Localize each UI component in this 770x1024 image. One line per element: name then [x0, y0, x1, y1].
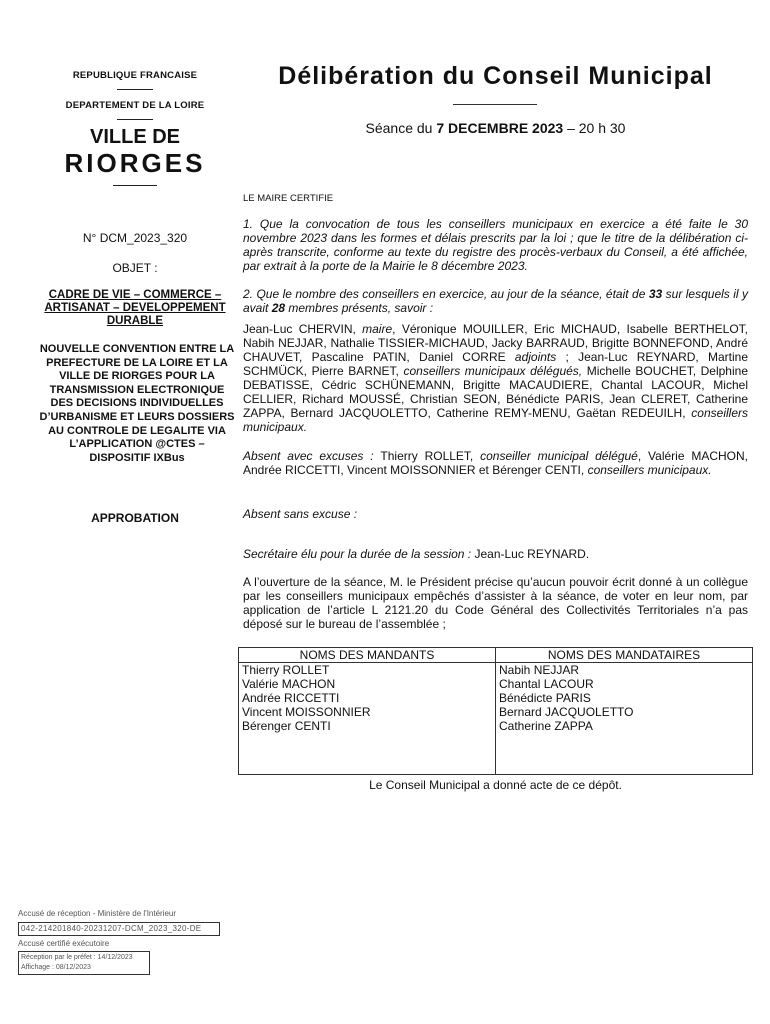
mandant-name: Andrée RICCETTI [242, 691, 340, 705]
conseillers-en-exercice: 33 [648, 287, 663, 301]
point-2 [243, 287, 748, 315]
departement-label: DEPARTEMENT DE LA LOIRE [65, 100, 205, 111]
mandant-name: Bérenger CENTI [242, 719, 331, 733]
approbation-label: APPROBATION [91, 511, 179, 525]
stamp-reception: Réception par le préfet : 14/12/2023 [21, 954, 133, 961]
presents-text: Jean-Luc CHERVIN, [243, 322, 363, 336]
header-block [30, 70, 240, 190]
page-title: Délibération du Conseil Municipal [278, 62, 713, 90]
point-2-text: sur lesquels il y avait [243, 287, 748, 315]
divider [117, 89, 153, 90]
divider [113, 185, 157, 186]
secretaire-line [243, 547, 748, 561]
mandataires-cell [496, 663, 753, 775]
presents-role: maire [362, 322, 393, 336]
seance-suffix: – 20 h 30 [563, 120, 626, 136]
title-rule [453, 104, 537, 105]
cadre-rubrique: CADRE DE VIE – COMMERCE – ARTISANAT – DEVELOPPEMENT DURABLE [44, 289, 226, 327]
stamp-dates [18, 951, 150, 975]
presents-role: adjoints [514, 350, 557, 364]
stamp-affichage: Affichage : 08/12/2023 [21, 964, 91, 971]
mandant-name: Thierry ROLLET [242, 663, 330, 677]
objet-label: OBJET : [112, 261, 158, 275]
stamp-accuse-label: Accusé de réception - Ministère de l'Intérieur [18, 909, 177, 918]
mandataire-name: Catherine ZAPPA [499, 719, 593, 733]
ouverture-paragraph: A l’ouverture de la séance, M. le Président précise qu’aucun pouvoir écrit donné à un collègue par les conseillers municipaux empêchés d’assister à la séance, de voter en leur nom, par application de l’article L 2121.20 du Code Général des Collectivités Territoriales n’a pas déposé sur le bureau de l’assemblée ; [243, 575, 748, 631]
divider [117, 119, 153, 120]
mandats-table [238, 647, 753, 775]
presents-text: Michelle BOUCHET, Delphine DEBATISSE, Cédric SCHÜNEMANN, Brigitte MACAUDIERE, Chantal LACOUR, Michel CELLIER, Richard MOUSSÉ, Christian SEON, Bénédicte PARIS, Jean CLERET, Catherine ZAPPA, Bernard JACQUOLETTO, Catherine REMY-MENU, Gaëtan REDEUILH, [243, 364, 748, 420]
mandataire-name: Bernard JACQUOLETTO [499, 705, 634, 719]
mandant-name: Valérie MACHON [242, 677, 336, 691]
membres-presents: 28 [271, 301, 286, 315]
objet-text: NOUVELLE CONVENTION ENTRE LA PREFECTURE DE LA LOIRE ET LA VILLE DE RIORGES POUR LA TRANSMISSION ELECTRONIQUE DES DECISIONS INDIVIDUELLES D’URBANISME ET LEURS DOSSIERS AU CONTROLE DE LEGALITE VIA L’APPLICATION @CTES – DISPOSITIF IXBus [39, 343, 235, 464]
presents-role: conseillers municipaux délégués, [403, 364, 583, 378]
sans-excuse: Absent sans excuse : [243, 507, 358, 521]
presents-text: , Véronique MOUILLER, Eric MICHAUD, Isabelle BERTHELOT, Nabih NEJJAR, Nathalie TISSIER-MICHAUD, Jacky BARRAUD, Brigitte BONNEFOND, André CHAUVET, Pascaline PATIN, Daniel CORRE [243, 322, 748, 364]
seance-prefix: Séance du [365, 120, 437, 136]
mandats-table-wrap [238, 647, 753, 775]
presents-text: ; Jean-Luc REYNARD, Martine SCHMÜCK, Pierre BARNET, [243, 350, 748, 378]
point-2-text: 2. Que le nombre des conseillers en exercice, au jour de la séance, était de [243, 287, 649, 301]
secretaire-label: Secrétaire élu pour la durée de la session : [243, 547, 475, 561]
presents-role: conseillers municipaux. [243, 406, 748, 434]
ville-de: VILLE DE [89, 126, 180, 148]
mandataire-name: Nabih NEJJAR [499, 663, 580, 677]
seance-date: 7 DECEMBRE 2023 [436, 120, 564, 136]
mandants-cell [239, 663, 496, 775]
mandataire-name: Chantal LACOUR [499, 677, 594, 691]
stamp-reference: 042-214201840-20231207-DCM_2023_320-DE [18, 922, 220, 936]
excuses-role: conseiller municipal délégué [480, 449, 638, 463]
excuses-text: Thierry ROLLET, [380, 449, 481, 463]
ville-nom: RIORGES [64, 148, 206, 178]
header-mandants: NOMS DES MANDANTS [239, 648, 496, 663]
point-2-text: membres présents, savoir : [285, 301, 434, 315]
seance-line [243, 120, 748, 136]
excuses-list [243, 449, 748, 477]
acte-line: Le Conseil Municipal a donné acte de ce dépôt. [369, 778, 622, 792]
mandataire-name: Bénédicte PARIS [499, 691, 591, 705]
excuses-text: , Valérie MACHON, Andrée RICCETTI, Vincent MOISSONNIER et Bérenger CENTI, [243, 449, 748, 477]
excuses-label: Absent avec excuses : [243, 449, 381, 463]
mandant-name: Vincent MOISSONNIER [242, 705, 371, 719]
maire-certifie: LE MAIRE CERTIFIE [243, 193, 334, 204]
presents-list [243, 322, 748, 434]
excuses-role: conseillers municipaux. [587, 463, 712, 477]
republique-label: REPUBLIQUE FRANCAISE [72, 70, 198, 81]
numero-deliberation: N° DCM_2023_320 [82, 231, 188, 245]
secretaire-nom: Jean-Luc REYNARD. [474, 547, 590, 561]
point-1: 1. Que la convocation de tous les conseillers municipaux en exercice a été faite le 30 novembre 2023 dans les formes et délais prescrits par la loi ; que le titre de la délibération ci-après transcrite, conforme au texte du registre des procès-verbaux du Conseil, a été affichée, par extrait à la porte de la Mairie le 8 décembre 2023. [243, 217, 748, 273]
header-mandataires: NOMS DES MANDATAIRES [496, 648, 753, 663]
stamp-executoire-label: Accusé certifié exécutoire [18, 939, 110, 948]
